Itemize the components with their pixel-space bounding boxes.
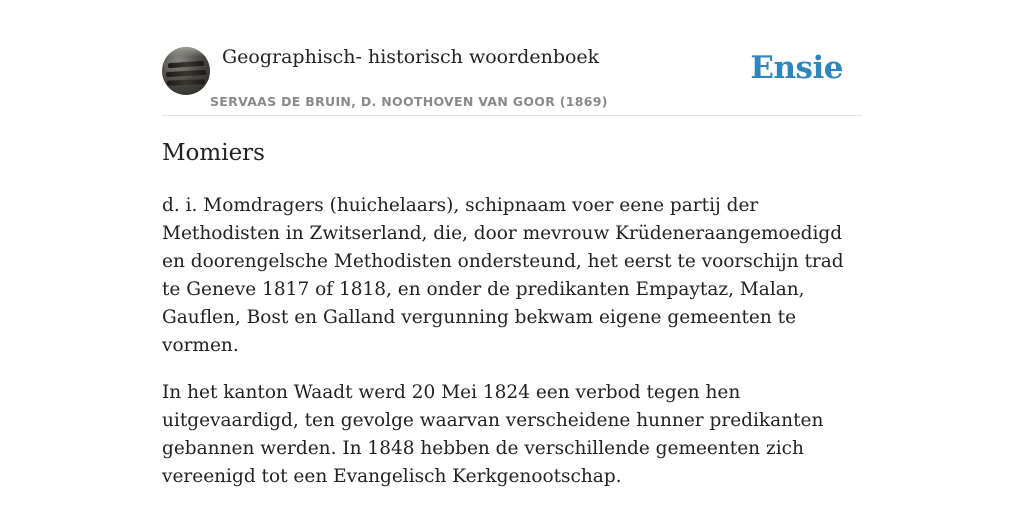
book-spine bbox=[167, 79, 205, 85]
entry-body bbox=[162, 192, 862, 510]
brand-logo-link[interactable]: Ensie bbox=[750, 50, 843, 86]
book-cover-icon[interactable] bbox=[162, 47, 210, 95]
page bbox=[162, 0, 862, 487]
entry-paragraph: In het kanton Waadt werd 20 Mei 1824 een verbod tegen hen uitgevaardigd, ten gevolge waarvan verscheidene hunner predikanten gebannen werden. In 1848 hebben de verschillende gemeenten zich vereenigd tot een Evangelisch Kerkgenootschap. bbox=[162, 382, 824, 487]
entry-title: Momiers bbox=[162, 140, 265, 166]
header bbox=[162, 0, 862, 116]
book-spine bbox=[168, 61, 204, 68]
book-title-link[interactable]: Geographisch- historisch woordenboek bbox=[222, 46, 600, 68]
book-author-year: SERVAAS DE BRUIN, D. NOOTHOVEN VAN GOOR (1869) bbox=[210, 94, 608, 109]
book-spine bbox=[166, 70, 206, 77]
entry-paragraph: d. i. Momdragers (huichelaars), schipnaam voer eene partij der Methodisten in Zwitserland, die, door mevrouw Krüdeneraangemoedigd en doorengelsche Methodisten ondersteund, het eerst te voorschijn trad te Geneve 1817 of 1818, en onder de predikanten Empaytaz, Malan, Gauflen, Bost en Galland vergunning bekwam eigene gemeenten te vormen. bbox=[162, 195, 844, 356]
cover-highlight bbox=[162, 47, 210, 57]
